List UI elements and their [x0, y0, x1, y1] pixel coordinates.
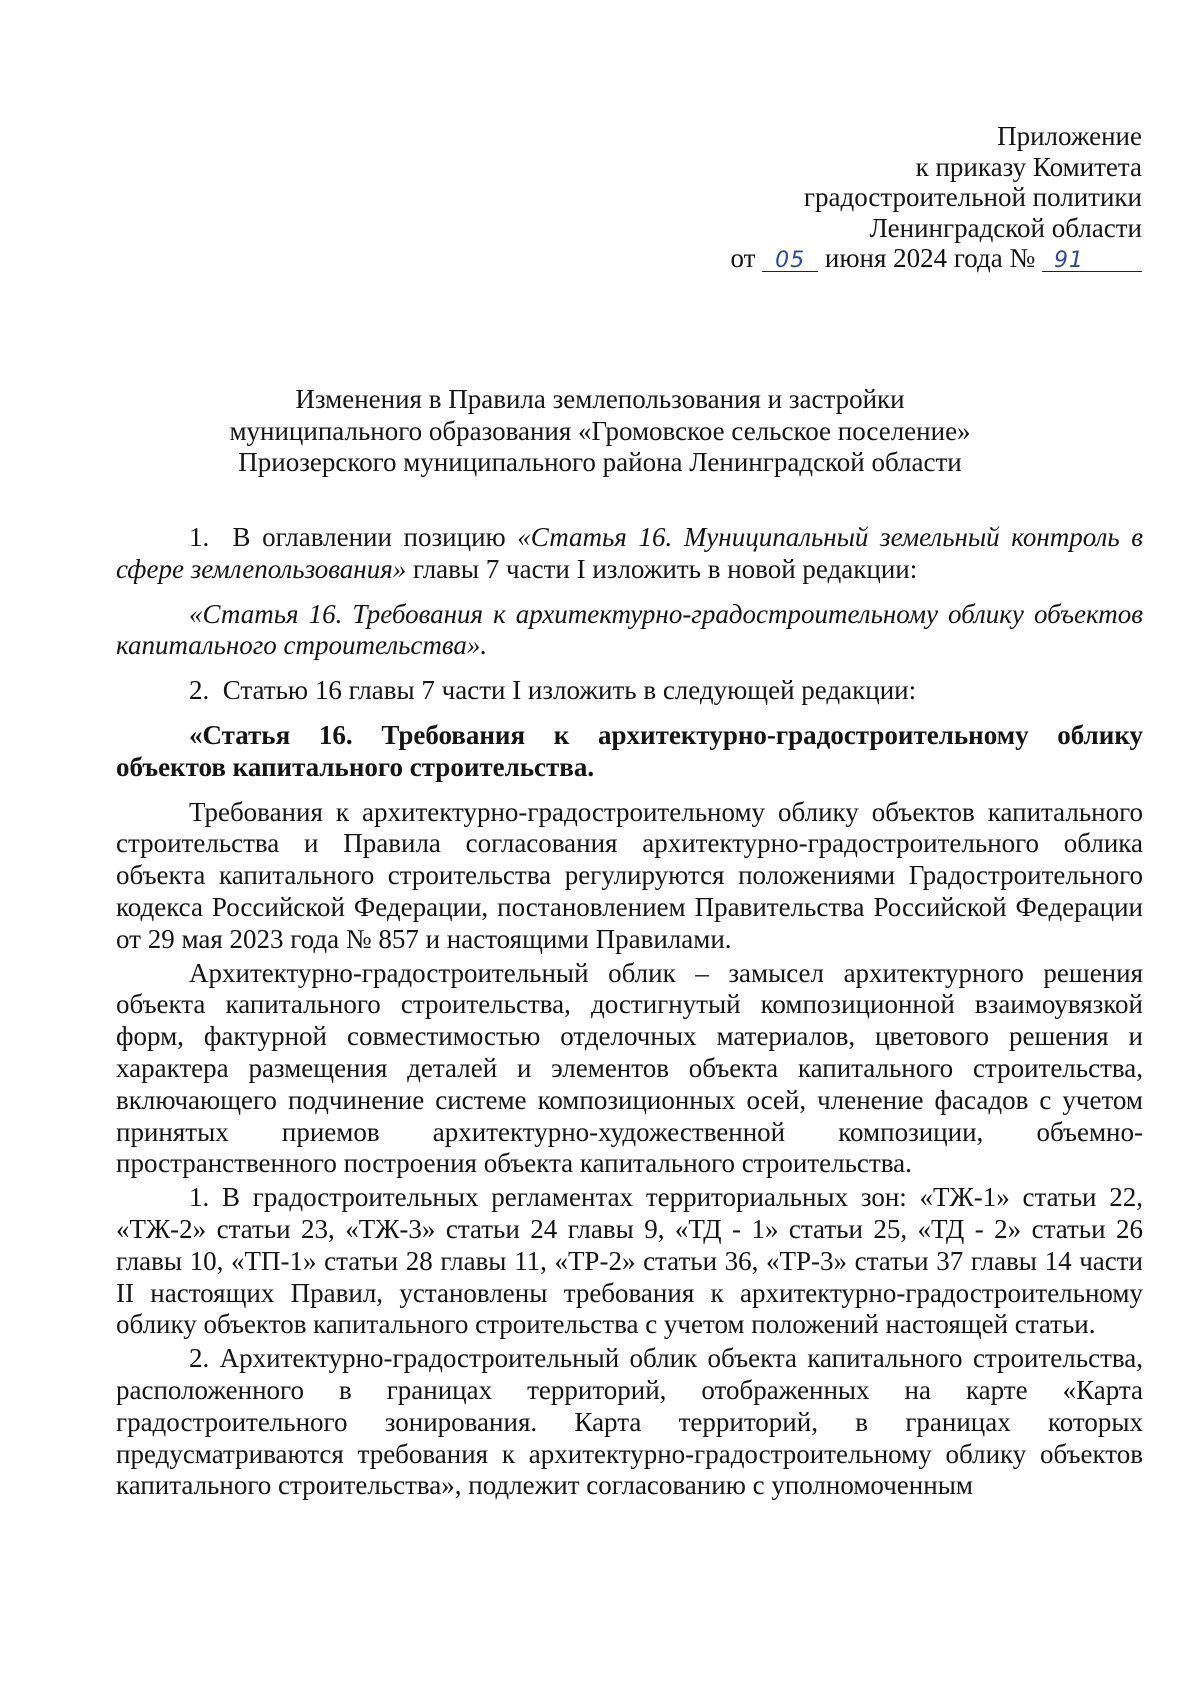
date-prefix: от: [730, 243, 756, 274]
date-month-year: июня 2024 года №: [824, 243, 1036, 274]
title-line-3: Приозерского муниципального района Ленинградской области: [238, 447, 962, 477]
item-2-text: Статью 16 главы 7 части I изложить в следующей редакции:: [222, 675, 917, 706]
item-1-text-after: главы 7 части I изложить в новой редакции:: [406, 553, 918, 584]
header-line-committee: градостроительной политики: [803, 182, 1142, 213]
item-1-italic-quote: «Статья 16. Муниципальный земельный контроль в сфере землепользования»: [116, 522, 1143, 584]
definition-paragraph: Архитектурно-градостроительный облик – замысел архитектурного решения объекта капитального строительства, достигнутый композиционной взаимоувязкой форм, фактурной совместимостью отделочных материалов, цветового решения и характера размещения деталей и элементов объекта капитального строительства, включающего подчинение системе композиционных осей, членение фасадов с учетом принятых приемов архитектурно-художественной композиции, объемно-пространственного построения объекта капитального строительства.: [116, 957, 1143, 1179]
date-day-blank: [762, 245, 818, 272]
item-1-number: 1.: [189, 522, 210, 552]
clause-2-paragraph: 2. Архитектурно-градостроительный облик объекта капитального строительства, расположенного в границах территорий, отображенных на карте «Карта градостроительного зонирования. Карта территорий, в границах которых предусматриваются требования к архитектурно-градостроительному облику объектов капитального строительства», подлежит согласованию с уполномоченным: [116, 1343, 1143, 1501]
appendix-header: [730, 121, 1142, 274]
item-1-text-before: В оглавлении позицию: [232, 522, 518, 552]
requirements-paragraph: Требования к архитектурно-градостроительному облику объектов капитального строительства и Правила согласования архитектурно-градостроительного облика объекта капитального строительства регулируются положениями Градостроительного кодекса Российской Федерации, постановлением Правительства Российской Федерации от 29 мая 2023 года № 857 и настоящими Правилами.: [116, 796, 1143, 954]
new-toc-entry-quote: «Статья 16. Требования к архитектурно-градостроительному облику объектов капитального строительства».: [116, 598, 1143, 661]
clause-1-paragraph: 1. В градостроительных регламентах территориальных зон: «ТЖ-1» статьи 22, «ТЖ-2» статьи 23, «ТЖ-3» статьи 24 главы 9, «ТД - 1» статьи 25, «ТД - 2» статьи 26 главы 10, «ТП-1» статьи 28 главы 11, «ТР-2» статьи 36, «ТР-3» статьи 37 главы 14 части II настоящих Правил, установлены требования к архитектурно-градостроительному облику объектов капитального строительства с учетом положений настоящей статьи.: [116, 1182, 1143, 1340]
header-line-appendix: Приложение: [997, 121, 1142, 151]
document-body: [116, 522, 1143, 1502]
title-line-1: Изменения в Правила землепользования и застройки: [295, 384, 905, 414]
order-number-handwritten: 91: [1054, 248, 1084, 274]
title-line-2: муниципального образования «Громовское сельское поселение»: [229, 415, 971, 446]
item-1-paragraph: [116, 522, 1143, 586]
order-date-line: [730, 243, 1142, 274]
item-2-paragraph: [116, 675, 1143, 707]
header-line-order: к приказу Комитета: [915, 151, 1142, 182]
article-16-heading: «Статья 16. Требования к архитектурно-градостроительному облику объектов капитального строительства.: [116, 719, 1143, 782]
header-line-region: Ленинградской области: [869, 212, 1142, 243]
document-title: [0, 384, 1200, 479]
item-2-number: 2.: [189, 675, 210, 706]
order-number-blank: [1042, 245, 1142, 272]
date-day-handwritten: 05: [775, 248, 806, 274]
